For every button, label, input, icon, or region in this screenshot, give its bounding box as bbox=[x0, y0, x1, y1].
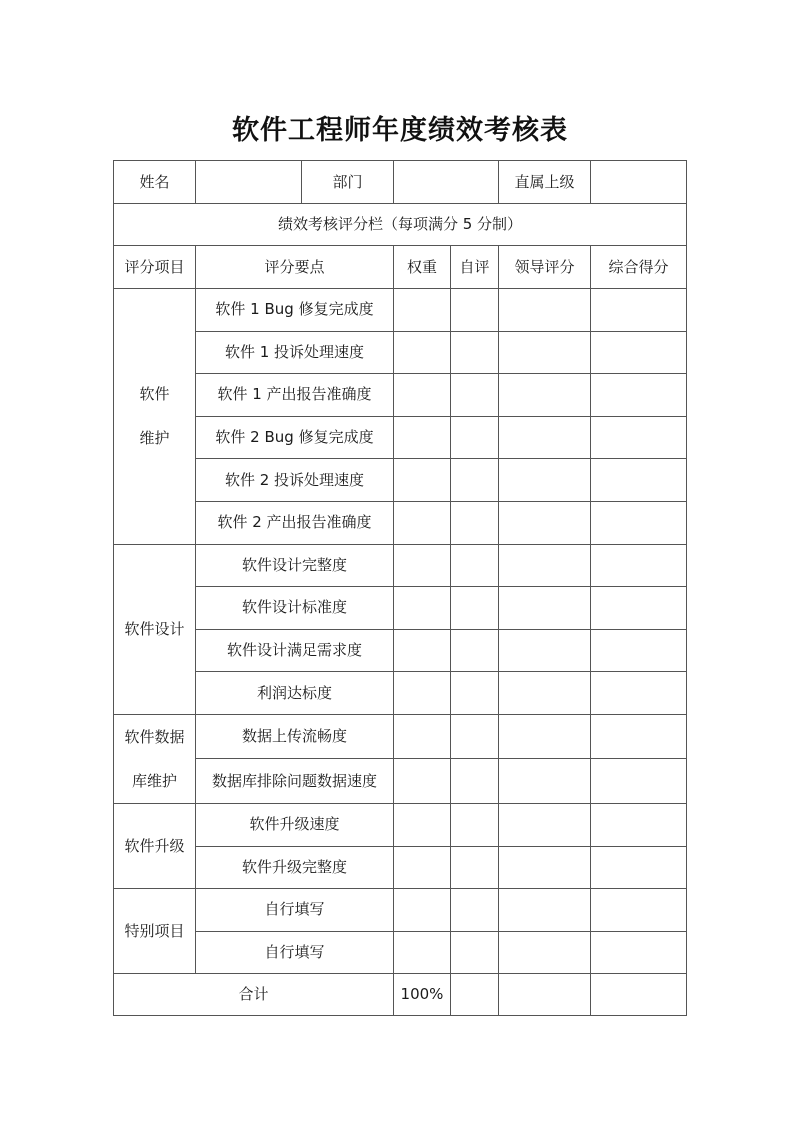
leader-score-cell[interactable] bbox=[499, 544, 591, 587]
total-label: 合计 bbox=[114, 974, 394, 1016]
criteria-point: 自行填写 bbox=[196, 889, 394, 932]
self-score-cell[interactable] bbox=[451, 331, 499, 374]
col-header-total: 综合得分 bbox=[591, 246, 687, 289]
criteria-row bbox=[114, 672, 687, 715]
section-title: 绩效考核评分栏（每项满分 5 分制） bbox=[114, 204, 687, 246]
col-header-self: 自评 bbox=[451, 246, 499, 289]
total-score-cell[interactable] bbox=[591, 846, 687, 889]
leader-score-cell[interactable] bbox=[499, 416, 591, 459]
total-score-cell[interactable] bbox=[591, 374, 687, 417]
criteria-point: 自行填写 bbox=[196, 931, 394, 974]
criteria-row bbox=[114, 374, 687, 417]
item-group-label bbox=[114, 544, 196, 714]
leader-score-cell[interactable] bbox=[499, 931, 591, 974]
item-group-label-line1: 软件数据 bbox=[124, 727, 185, 746]
item-group-label-line1: 特别项目 bbox=[124, 922, 185, 941]
total-self-cell[interactable] bbox=[451, 974, 499, 1016]
item-group-label-line1: 软件设计 bbox=[124, 620, 185, 639]
leader-score-cell[interactable] bbox=[499, 629, 591, 672]
dept-label: 部门 bbox=[302, 161, 394, 204]
self-score-cell[interactable] bbox=[451, 629, 499, 672]
weight-cell[interactable] bbox=[394, 416, 451, 459]
criteria-point: 软件设计标准度 bbox=[196, 587, 394, 630]
weight-cell[interactable] bbox=[394, 544, 451, 587]
info-row bbox=[114, 161, 687, 204]
self-score-cell[interactable] bbox=[451, 714, 499, 759]
weight-cell[interactable] bbox=[394, 331, 451, 374]
total-score-cell[interactable] bbox=[591, 501, 687, 544]
criteria-row bbox=[114, 416, 687, 459]
self-score-cell[interactable] bbox=[451, 587, 499, 630]
weight-cell[interactable] bbox=[394, 889, 451, 932]
total-score-cell[interactable] bbox=[591, 289, 687, 332]
criteria-point: 数据库排除问题数据速度 bbox=[196, 759, 394, 804]
total-score-cell[interactable] bbox=[591, 803, 687, 846]
leader-score-cell[interactable] bbox=[499, 501, 591, 544]
criteria-point: 软件 1 投诉处理速度 bbox=[196, 331, 394, 374]
criteria-point: 软件设计完整度 bbox=[196, 544, 394, 587]
criteria-row bbox=[114, 544, 687, 587]
column-header-row bbox=[114, 246, 687, 289]
criteria-row bbox=[114, 331, 687, 374]
table-body bbox=[114, 161, 687, 1016]
self-score-cell[interactable] bbox=[451, 374, 499, 417]
leader-score-cell[interactable] bbox=[499, 587, 591, 630]
total-score-cell[interactable] bbox=[591, 672, 687, 715]
leader-score-cell[interactable] bbox=[499, 289, 591, 332]
weight-cell[interactable] bbox=[394, 374, 451, 417]
criteria-row bbox=[114, 587, 687, 630]
name-field[interactable] bbox=[196, 161, 302, 204]
item-group-label-line2: 维护 bbox=[139, 429, 170, 448]
total-score-cell[interactable] bbox=[591, 459, 687, 502]
supervisor-field[interactable] bbox=[591, 161, 687, 204]
criteria-point: 数据上传流畅度 bbox=[196, 714, 394, 759]
weight-cell[interactable] bbox=[394, 587, 451, 630]
total-score-cell[interactable] bbox=[591, 931, 687, 974]
section-title-row bbox=[114, 204, 687, 246]
self-score-cell[interactable] bbox=[451, 416, 499, 459]
total-score-cell[interactable] bbox=[591, 714, 687, 759]
col-header-item: 评分项目 bbox=[114, 246, 196, 289]
criteria-point: 软件升级完整度 bbox=[196, 846, 394, 889]
total-score-cell[interactable] bbox=[591, 331, 687, 374]
self-score-cell[interactable] bbox=[451, 501, 499, 544]
self-score-cell[interactable] bbox=[451, 846, 499, 889]
total-leader-cell[interactable] bbox=[499, 974, 591, 1016]
criteria-point: 软件 2 Bug 修复完成度 bbox=[196, 416, 394, 459]
self-score-cell[interactable] bbox=[451, 459, 499, 502]
item-group-label bbox=[114, 289, 196, 545]
total-score-cell[interactable] bbox=[591, 629, 687, 672]
self-score-cell[interactable] bbox=[451, 759, 499, 804]
criteria-point: 软件设计满足需求度 bbox=[196, 629, 394, 672]
weight-cell[interactable] bbox=[394, 501, 451, 544]
criteria-row bbox=[114, 289, 687, 332]
weight-cell[interactable] bbox=[394, 931, 451, 974]
total-score-cell[interactable] bbox=[591, 416, 687, 459]
weight-cell[interactable] bbox=[394, 289, 451, 332]
self-score-cell[interactable] bbox=[451, 889, 499, 932]
total-row bbox=[114, 974, 687, 1016]
leader-score-cell[interactable] bbox=[499, 889, 591, 932]
item-group-label bbox=[114, 714, 196, 803]
weight-cell[interactable] bbox=[394, 629, 451, 672]
criteria-point: 软件 1 Bug 修复完成度 bbox=[196, 289, 394, 332]
criteria-row bbox=[114, 714, 687, 759]
leader-score-cell[interactable] bbox=[499, 672, 591, 715]
total-weight: 100% bbox=[394, 974, 451, 1016]
criteria-row bbox=[114, 759, 687, 804]
criteria-point: 软件升级速度 bbox=[196, 803, 394, 846]
criteria-row bbox=[114, 501, 687, 544]
weight-cell[interactable] bbox=[394, 672, 451, 715]
self-score-cell[interactable] bbox=[451, 672, 499, 715]
total-score-cell[interactable] bbox=[591, 889, 687, 932]
item-group-label bbox=[114, 889, 196, 974]
weight-cell[interactable] bbox=[394, 803, 451, 846]
col-header-points: 评分要点 bbox=[196, 246, 394, 289]
criteria-point: 软件 1 产出报告准确度 bbox=[196, 374, 394, 417]
self-score-cell[interactable] bbox=[451, 544, 499, 587]
col-header-leader: 领导评分 bbox=[499, 246, 591, 289]
leader-score-cell[interactable] bbox=[499, 714, 591, 759]
leader-score-cell[interactable] bbox=[499, 374, 591, 417]
supervisor-label: 直属上级 bbox=[499, 161, 591, 204]
col-header-weight: 权重 bbox=[394, 246, 451, 289]
leader-score-cell[interactable] bbox=[499, 459, 591, 502]
item-group-label-line2: 库维护 bbox=[131, 771, 177, 790]
item-group-label-line1: 软件 bbox=[139, 385, 170, 404]
weight-cell[interactable] bbox=[394, 846, 451, 889]
self-score-cell[interactable] bbox=[451, 289, 499, 332]
leader-score-cell[interactable] bbox=[499, 803, 591, 846]
criteria-point: 软件 2 投诉处理速度 bbox=[196, 459, 394, 502]
criteria-row bbox=[114, 931, 687, 974]
criteria-row bbox=[114, 846, 687, 889]
item-group-label-line1: 软件升级 bbox=[124, 837, 185, 856]
total-score-cell[interactable] bbox=[591, 974, 687, 1016]
weight-cell[interactable] bbox=[394, 714, 451, 759]
appraisal-table bbox=[113, 160, 687, 1016]
criteria-point: 利润达标度 bbox=[196, 672, 394, 715]
dept-field[interactable] bbox=[394, 161, 499, 204]
leader-score-cell[interactable] bbox=[499, 846, 591, 889]
name-label: 姓名 bbox=[114, 161, 196, 204]
leader-score-cell[interactable] bbox=[499, 331, 591, 374]
total-score-cell[interactable] bbox=[591, 759, 687, 804]
weight-cell[interactable] bbox=[394, 759, 451, 804]
self-score-cell[interactable] bbox=[451, 931, 499, 974]
criteria-row bbox=[114, 803, 687, 846]
weight-cell[interactable] bbox=[394, 459, 451, 502]
criteria-point: 软件 2 产出报告准确度 bbox=[196, 501, 394, 544]
criteria-row bbox=[114, 889, 687, 932]
leader-score-cell[interactable] bbox=[499, 759, 591, 804]
criteria-row bbox=[114, 459, 687, 502]
item-group-label bbox=[114, 803, 196, 888]
form-title: 软件工程师年度绩效考核表 bbox=[232, 115, 568, 146]
total-score-cell[interactable] bbox=[591, 587, 687, 630]
criteria-row bbox=[114, 629, 687, 672]
total-score-cell[interactable] bbox=[591, 544, 687, 587]
self-score-cell[interactable] bbox=[451, 803, 499, 846]
